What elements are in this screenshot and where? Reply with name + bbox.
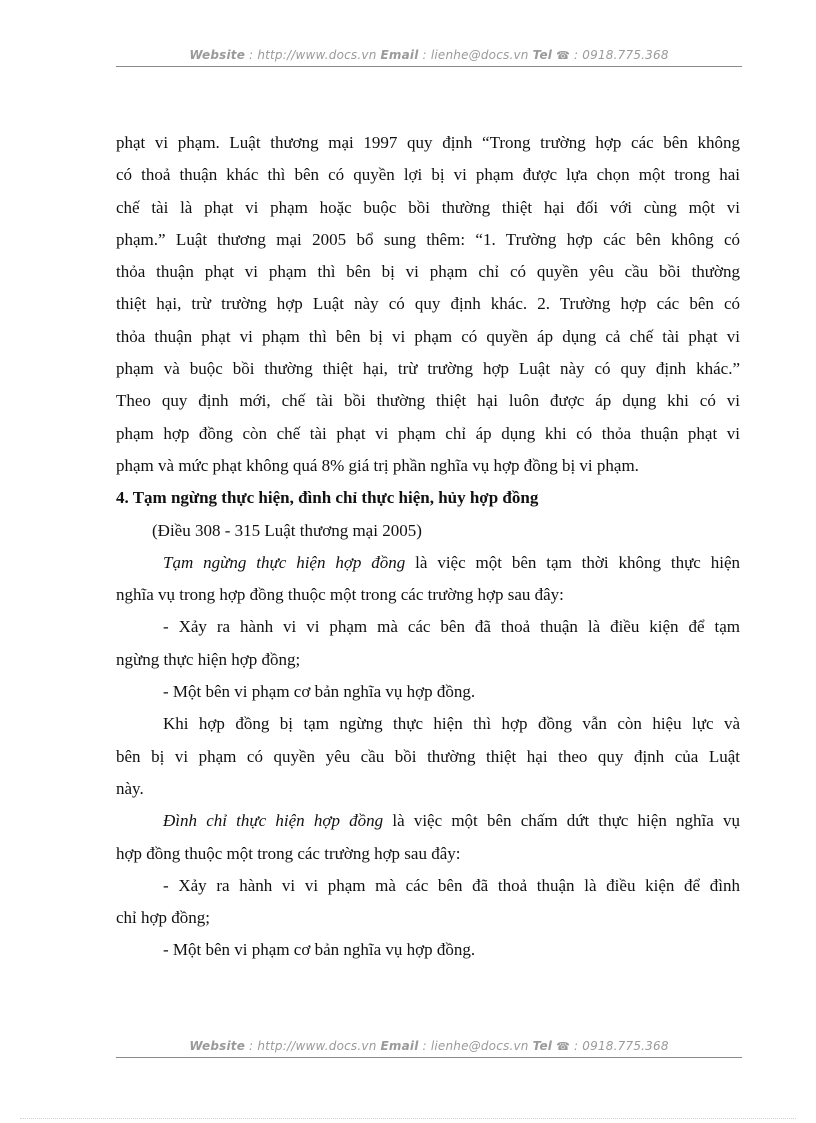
paragraph-suspension-line: Tạm ngừng thực hiện hợp đồng là việc một bên tạm thời không thực hiện xyxy=(163,552,740,572)
footer-email-value: : lienhe@docs.vn xyxy=(418,1039,533,1053)
bullet-item: - Xảy ra hành vi vi phạm mà các bên đã thoả thuận là điều kiện để tạm xyxy=(163,617,740,637)
text-line: bên bị vi phạm có quyền yêu cầu bồi thường thiệt hại theo quy định của Luật xyxy=(116,746,740,766)
header-tel-label: Tel xyxy=(532,48,553,62)
text-line: Theo quy định mới, chế tài bồi thường thiệt hại luôn được áp dụng khi có vi xyxy=(116,391,740,411)
text-line: phạm.” Luật thương mại 2005 bổ sung thêm: “1. Trường hợp các bên không có xyxy=(116,229,740,249)
footer-divider xyxy=(116,1057,742,1058)
phone-icon: ☎ xyxy=(556,1040,571,1053)
bullet-item: - Một bên vi phạm cơ bản nghĩa vụ hợp đồng. xyxy=(163,682,476,702)
footer-website-label: Website xyxy=(189,1039,246,1053)
footer-tel-label: Tel xyxy=(532,1039,553,1053)
text-line: này. xyxy=(116,778,144,798)
text-line: nghĩa vụ trong hợp đồng thuộc một trong các trường hợp sau đây: xyxy=(116,585,564,605)
text-line: phạm và buộc bồi thường thiệt hại, trừ trường hợp Luật này có quy định khác.” xyxy=(116,359,740,379)
header-website-value: : http://www.docs.vn xyxy=(245,48,381,62)
bullet-item: - Một bên vi phạm cơ bản nghĩa vụ hợp đồng. xyxy=(163,940,476,960)
text-line: thỏa thuận phạt vi phạm thì bên bị vi phạm có quyền áp dụng cả chế tài phạt vi xyxy=(116,326,740,346)
text-line: ngừng thực hiện hợp đồng; xyxy=(116,649,301,669)
text-line: phạm hợp đồng còn chế tài phạt vi phạm chỉ áp dụng khi có thỏa thuận phạt vi xyxy=(116,423,740,443)
footer-website-value: : http://www.docs.vn xyxy=(245,1039,381,1053)
phone-icon: ☎ xyxy=(556,49,571,62)
section-heading: 4. Tạm ngừng thực hiện, đình chỉ thực hiện, hủy hợp đồng xyxy=(116,488,539,508)
header-divider xyxy=(116,66,742,67)
text-line: hợp đồng thuộc một trong các trường hợp sau đây: xyxy=(116,843,461,863)
text-line: thỏa thuận phạt vi phạm thì bên bị vi phạm chỉ có quyền yêu cầu bồi thường xyxy=(116,262,740,282)
page-header xyxy=(116,48,742,62)
page-edge-divider xyxy=(20,1118,796,1119)
paragraph-penalty-rules xyxy=(116,127,740,482)
header-tel-value: : 0918.775.368 xyxy=(570,48,669,62)
text-line: có thoả thuận khác thì bên có quyền lợi bị vi phạm được lựa chọn một trong hai xyxy=(116,165,740,185)
document-body xyxy=(116,127,740,967)
text-line: phạm và mức phạt không quá 8% giá trị phần nghĩa vụ hợp đồng bị vi phạm. xyxy=(116,455,639,475)
text-line: thiệt hại, trừ trường hợp Luật này có quy định khác. 2. Trường hợp các bên có xyxy=(116,294,740,314)
text-line: chế tài là phạt vi phạm hoặc buộc bồi thường thiệt hại đối với cùng một vi xyxy=(116,197,740,217)
text-line: phạt vi phạm. Luật thương mại 1997 quy định “Trong trường hợp các bên không xyxy=(116,133,740,152)
footer-tel-value: : 0918.775.368 xyxy=(570,1039,669,1053)
text-line: chỉ hợp đồng; xyxy=(116,908,210,928)
footer-email-label: Email xyxy=(380,1039,419,1053)
text-line: Khi hợp đồng bị tạm ngừng thực hiện thì hợp đồng vẫn còn hiệu lực và xyxy=(163,714,740,734)
term-suspension: Tạm ngừng thực hiện hợp đồng xyxy=(163,552,406,572)
page-footer xyxy=(116,1039,742,1053)
header-email-value: : lienhe@docs.vn xyxy=(418,48,533,62)
section-reference: (Điều 308 - 315 Luật thương mại 2005) xyxy=(152,520,422,540)
bullet-item: - Xảy ra hành vi vi phạm mà các bên đã thoả thuận là điều kiện để đình xyxy=(163,875,740,895)
header-website-label: Website xyxy=(189,48,246,62)
paragraph-termination-line: Đình chỉ thực hiện hợp đồng là việc một bên chấm dứt thực hiện nghĩa vụ xyxy=(163,811,740,831)
header-email-label: Email xyxy=(380,48,419,62)
term-termination: Đình chỉ thực hiện hợp đồng xyxy=(163,811,384,831)
